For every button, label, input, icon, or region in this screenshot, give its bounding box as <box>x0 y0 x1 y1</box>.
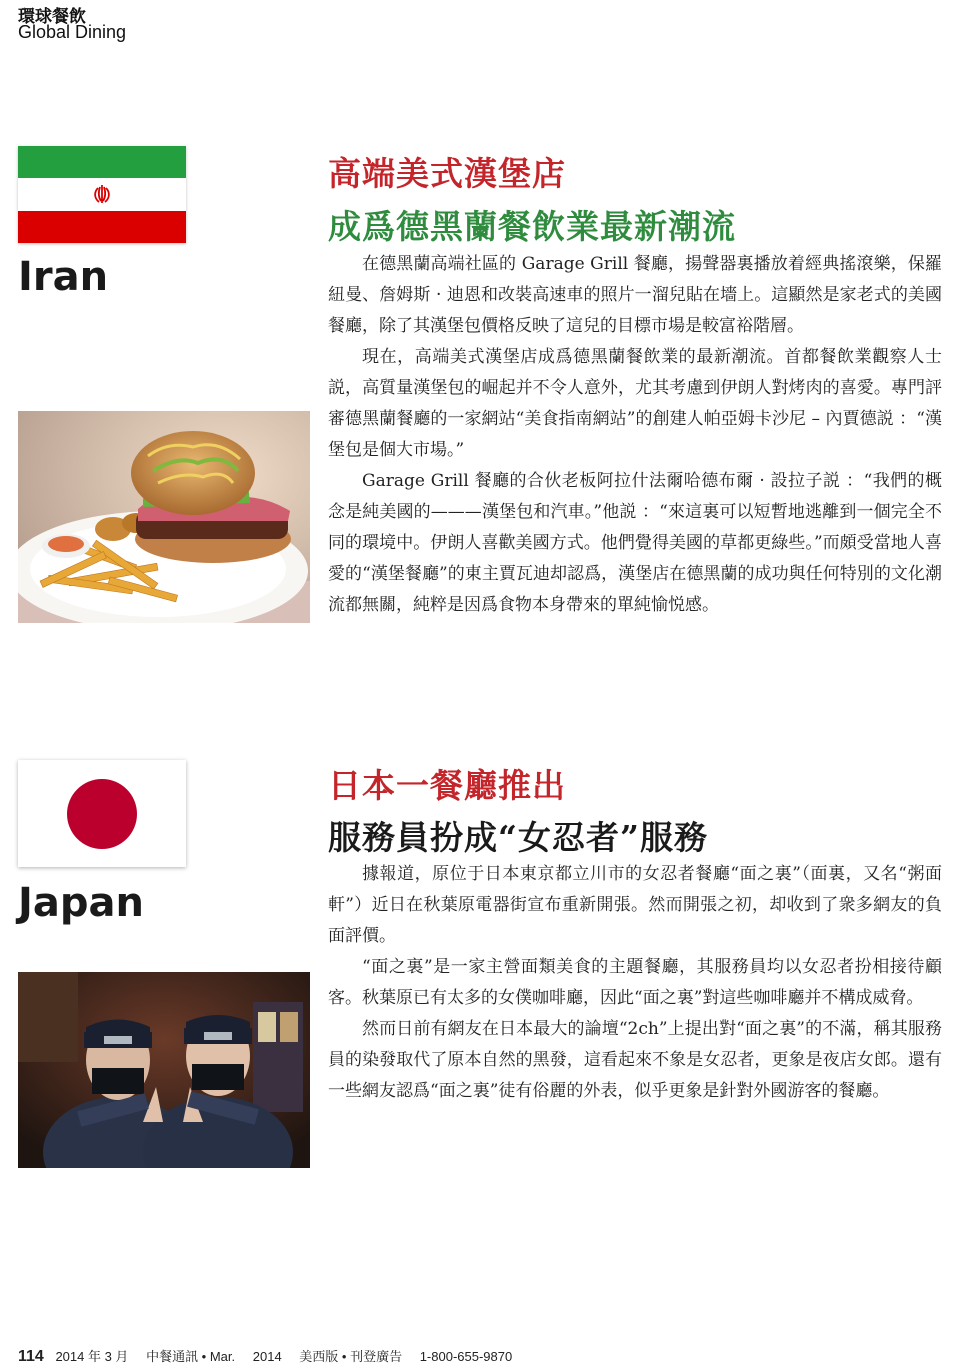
section-title-zh: 環球餐飲 <box>18 7 86 27</box>
iran-headline-line2: 成爲德黑蘭餐飲業最新潮流 <box>328 207 736 246</box>
burger-photo <box>18 411 310 623</box>
page-footer <box>18 1346 526 1366</box>
iran-paragraph: 現在，高端美式漢堡店成爲德黑蘭餐飲業的最新潮流。首都餐飲業觀察人士説，高質量漢堡包的崛起并不令人意外，尤其考慮到伊朗人對烤肉的喜愛。專門評審德黑蘭餐廳的一家網站“美食指南網站”的創建人帕亞姆卡沙尼 – 內賈德説 ：“漢堡包是個大市場。” <box>328 347 942 460</box>
iran-paragraph: 在德黑蘭高端社區的 Garage Grill 餐廳，揚聲器裏播放着經典搖滾樂，保羅紐曼、詹姆斯 · 迪恩和改裝高速車的照片一溜兒貼在墻上。這顯然是家老式的美國餐廳，除了其漢堡包價格反映了這兒的目標市場是較富裕階層。 <box>328 254 942 336</box>
country-label-japan: Japan <box>18 880 144 926</box>
japan-paragraph: 然而日前有網友在日本最大的論壇“2ch”上提出對“面之裏”的不滿，稱其服務員的染發取代了原本自然的黑發，這看起來不象是女忍者，更象是夜店女郎。還有一些網友認爲“面之裏”徒有俗麗的外表，似乎更象是針對外國游客的餐廳。 <box>328 1019 942 1101</box>
iran-paragraph: Garage Grill 餐廳的合伙老板阿拉什法爾哈德布爾 · 設拉子説 ：“我們的概念是純美國的———漢堡包和汽車。”他説 ：“來這裏可以短暫地逃離到一個完全不同的環境中。伊朗人喜歡美國方式。他們覺得美國的草都更綠些。”而頗受當地人喜愛的“漢堡餐廳”的東主賈瓦迪却認爲，漢堡店在德黑蘭的成功與任何特別的文化潮流都無關，純粹是因爲食物本身帶來的單純愉悦感。 <box>328 471 942 615</box>
japan-article-body <box>328 859 942 1107</box>
advertising-phone: 1-800-655-9870 <box>419 1349 513 1364</box>
japan-paragraph: “面之裏”是一家主營面類美食的主題餐廳，其服務員均以女忍者扮相接待顧客。秋葉原已有太多的女僕咖啡廳，因此“面之裏”對這些咖啡廳并不構成威脅。 <box>328 957 942 1008</box>
ninja-waitress-photo <box>18 972 310 1168</box>
page-number: 114 <box>18 1348 44 1365</box>
section-title-en: Global Dining <box>18 22 127 42</box>
edition-label: 美西版 • 刊登廣告 <box>299 1349 403 1364</box>
japan-paragraph: 據報道，原位于日本東京都立川市的女忍者餐廳“面之裏”（面裏，又名“粥面軒”）近日在秋葉原電器街宣布重新開張。然而開張之初，却收到了衆多網友的負面評價。 <box>328 864 942 946</box>
iran-headline-line1: 高端美式漢堡店 <box>328 154 566 193</box>
japan-headline-line2: 服務員扮成“女忍者”服務 <box>328 818 708 857</box>
country-label-iran: Iran <box>18 254 109 300</box>
iran-emblem-icon <box>92 183 112 205</box>
japan-flag <box>18 760 186 867</box>
iran-article-body <box>328 249 942 621</box>
issue-date: 2014 年 3 月 <box>55 1349 129 1364</box>
japan-headline-line1: 日本一餐廳推出 <box>328 766 566 805</box>
iran-flag <box>18 146 186 243</box>
publication-name: 中餐通訊 • Mar. <box>146 1349 236 1364</box>
issue-year: 2014 <box>252 1349 282 1364</box>
